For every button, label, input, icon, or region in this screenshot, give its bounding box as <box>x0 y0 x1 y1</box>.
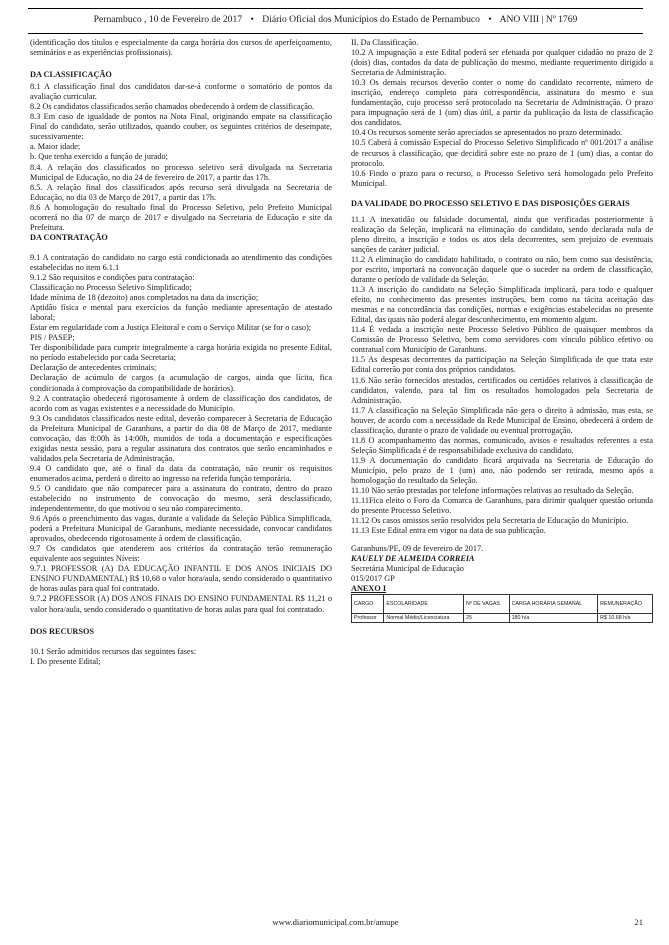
contratacao-paragraph: 9.4 O candidato que, até o final da data da contratação, não reunir os requisitos enumerados acima, perderá o direito ao ingresso na referida função temporária. <box>30 463 332 483</box>
validade-paragraph: 11.4 É vedada a inscrição neste Processo Seletivo Público de quaisquer membros da Comissão de Processo Seletivo, bem como servidores com vínculo público efetivo ou contratual com Município de Garanhuns. <box>351 325 653 355</box>
bullet-separator: • <box>488 14 492 25</box>
validade-paragraph: 11.6 Não serão fornecidos atestados, certificados ou certidões relativos à classificação de candidatos, valendo, para tal fim os resultados homologados pela Secretaria de Administração. <box>351 375 653 405</box>
table-cell: R$ 10,68 h/a <box>598 614 653 623</box>
validade-section <box>351 215 653 537</box>
validade-paragraph: 11.9 A documentação do candidato ficará arquivada na Secretaria de Educação do Município, pelo prazo de 1 (um) ano, não podendo ser retirada, mesmo após a homologação do resultado da Seleção. <box>351 455 653 485</box>
validade-paragraph: 11.10 Não serão prestadas por telefone informações relativas ao resultado da Seleção. <box>351 486 634 496</box>
classificacao-paragraph: 8.5. A relação final dos classificados após recurso será divulgada na Secretaria de Educação, no dia 03 de Março de 2017, a partir das 17h. <box>30 182 332 202</box>
table-header-row <box>352 595 653 614</box>
contratacao-paragraph: Declaração de antecedentes criminais; <box>30 363 157 373</box>
table-header-cell: REMUNERAÇÃO <box>598 595 653 614</box>
recursos-paragraph: 10.1 Serão admitidos recursos das seguintes fases: <box>30 646 197 656</box>
signatory-name: KAUELY DE ALMEIDA CORREIA <box>351 554 475 564</box>
section-title-recursos: DOS RECURSOS <box>30 626 94 636</box>
validade-paragraph: 11.12 Os casos omissos serão resolvidos pela Secretaria de Educação do Município. <box>351 516 629 526</box>
bullet-separator: • <box>250 14 254 25</box>
anexo-title: ANEXO I <box>351 584 387 594</box>
validade-paragraph: 11.8 O acompanhamento das normas, comunicado, avisos e resultados referentes a esta Seleção Simplificada é de responsabilidade exclusiva do candidato. <box>351 435 653 455</box>
recursos-paragraph: 10.2 A impugnação a este Edital poderá ser efetuada por qualquer cidadão no prazo de 2 (dois) dias, contados da data de publicação do mesmo, mediante requerimento dirigido a Secretaria de Administração. <box>351 48 653 78</box>
contratacao-paragraph: PIS / PASEP; <box>30 333 75 343</box>
validade-paragraph: 11.3 A inscrição do candidato na Seleção Simplificada implicará, para todo e qualquer efeito, no conhecimento das presentes instruções, bem como na tácita aceitação das mesmas e na concordância das condições, normas e exigências estabelecidas no presente Edital, das quais não poderá alegar desconhecimento, em momento algum. <box>351 285 653 325</box>
contratacao-paragraph: 9.5 O candidato que não comparecer para a assinatura do contrato, dentro do prazo estabelecido no instrumento de convocação do mesmo, será desclassificado, independentemente, do que motivou o seu não comparecimento. <box>30 483 332 514</box>
contratacao-paragraph: 9.1.2 São requisitos e condições para contratação: <box>30 272 195 282</box>
table-header-cell: Nº DE VAGAS <box>464 595 510 614</box>
classificacao-paragraph: 8.4. A relação dos classificados no processo seletivo será divulgada na Secretaria Municipal de Educação, no dia 24 de fevereiro de 2017, a partir das 17h. <box>30 162 332 182</box>
validade-paragraph: 11.2 A eliminação do candidato habilitado, o contrato ou não, bem como sua desistência, por escrito, importará na convocação daquele que o suceder na ordem de classificação, durante o período de validade da Seleção. <box>351 254 653 285</box>
classificacao-paragraph: 8.6 A homologação do resultado final do Processo Seletivo, pelo Prefeito Municipal ocorrerá no dia 07 de março de 2017 e divulgado na Secretaria de Educação e site da Prefeitura. <box>30 202 332 232</box>
anexo-table <box>351 594 653 623</box>
table-header-cell: CARGO <box>352 595 384 614</box>
table-row <box>352 614 653 623</box>
table-cell: Normal Médio/Licenciatura <box>384 614 464 623</box>
recursos-paragraph: 10.3 Os demais recursos deverão conter o nome do candidato recorrente, número de inscrição, endereço completo para correspondência, assinatura do mesmo e sua fundamentação, cujo processo será protocolado na Secretaria de Administração. O prazo para impugnação será de 1 (um) dias útil, a partir da publicação da lista de classificação dos candidatos. <box>351 78 653 128</box>
classificacao-section <box>30 82 332 233</box>
recursos-paragraph: 10.6 Findo o prazo para o recurso, o Processo Seletivo será homologado pelo Prefeito Municipal. <box>351 168 653 188</box>
classificacao-paragraph: a. Maior idade; <box>30 142 81 152</box>
page-number: 21 <box>634 917 643 927</box>
contratacao-paragraph: Aptidão física e mental para exercícios da função mediante apresentação de atestado laboral; <box>30 303 332 323</box>
classificacao-paragraph: 8.1 A classificação final dos candidatos dar-se-á conforme o somatório de pontos da avaliação curricular. <box>30 82 332 102</box>
classificacao-paragraph: 8.2 Os candidatos classificados serão chamados obedecendo à ordem de classificação. <box>30 102 315 112</box>
validade-paragraph: 11.5 As despesas decorrentes da participação na Seleção Simplificada de que trata este Edital correrão por conta dos próprios candidatos. <box>351 355 653 375</box>
recursos-section <box>30 647 332 667</box>
validade-paragraph: 11.1 A inexatidão ou falsidade documental, ainda que verificadas posteriormente à realização da Seleção, implicará na eliminação do candidato, sendo declarada nula de pleno direito, a inscrição e todos os atos dela decorrentes, sem prejuízo de eventuais sanções de caráter judicial. <box>351 214 653 254</box>
contratacao-paragraph: 9.7.2 PROFESSOR (A) DOS ANOS FINAIS DO ENSINO FUNDAMENTAL R$ 11,21 o valor hora/aula, sendo considerado o quantitativo de horas aulas para qual foi contratado. <box>30 594 332 614</box>
right-column <box>351 38 653 623</box>
intro-paragraph: (identificação dos títulos e especialmente da carga horária dos cursos de aperfeiçoamento, seminários e as experiências profissionais). <box>30 38 332 58</box>
validade-paragraph: 11.13 Este Edital entra em vigor na data de sua publicação. <box>351 526 546 536</box>
contratacao-paragraph: 9.7 Os candidatos que atenderem aos critérios da contratação terão remuneração equivalente aos seguintes Níveis: <box>30 544 332 564</box>
signatory-reference: 015/2017 GP <box>351 574 395 584</box>
recursos-continued-section <box>351 38 653 189</box>
contratacao-section <box>30 253 332 615</box>
header-place-date: Pernambuco , 10 de Fevereiro de 2017 <box>93 14 243 25</box>
header-journal-title: Diário Oficial dos Municípios do Estado de Pernambuco <box>262 14 480 25</box>
page-header <box>28 8 643 34</box>
contratacao-paragraph: Idade mínima de 18 (dezoito) anos completados na data da inscrição; <box>30 293 259 303</box>
validade-paragraph: 11.7 A classificação na Seleção Simplificada não gera o direito à admissão, mas esta, se houver, de acordo com a necessidade da Rede Municipal de Ensino, obedecerá à ordem de classificação, durante o prazo de validade ou eventual prorrogação. <box>351 405 653 435</box>
contratacao-paragraph: Ter disponibilidade para cumprir integralmente a carga horária exigida no presente Edital, no período estabelecido por cada Secretaria; <box>30 343 332 363</box>
table-cell: 180 h/a <box>509 614 598 623</box>
section-title-contratacao: DA CONTRATAÇÃO <box>30 232 108 242</box>
date-line: Garanhuns/PE, 09 de fevereiro de 2017. <box>351 544 484 554</box>
contratacao-paragraph: Estar em regularidade com a Justiça Eleitoral e com o Serviço Militar (se for o caso); <box>30 323 312 333</box>
contratacao-paragraph: 9.1 A contratação do candidato no cargo está condicionada ao atendimento das condições estabelecidas no item 6.1.1 <box>30 252 332 272</box>
recursos-paragraph: 10.4 Os recursos somente serão apreciados se apresentados no prazo determinado. <box>351 128 623 138</box>
contratacao-paragraph: Declaração de acúmulo de cargos (a acumulação de cargos, ainda que lícita, fica condicionada à comprovação da compatibilidade de horários). <box>30 373 332 393</box>
contratacao-paragraph: 9.6 Após o preenchimento das vagas, durante a validade da Seleção Pública Simplificada, poderá a Prefeitura Municipal de Garanhuns, mediante necessidade, convocar candidatos aprovados, obedecendo rigorosamente à ordem de classificação. <box>30 514 332 544</box>
signatory-role: Secretária Municipal de Educação <box>351 564 464 574</box>
validade-paragraph: 11.11Fica eleito o Foro da Comarca de Garanhuns, para dirimir qualquer questão oriunda do presente Processo Seletivo. <box>351 496 653 516</box>
contratacao-paragraph: Classificação no Processo Seletivo Simplificado; <box>30 283 192 293</box>
table-cell: Professor <box>352 614 384 623</box>
header-edition: ANO VIII | Nº 1769 <box>499 14 578 25</box>
section-title-validade: DA VALIDADE DO PROCESSO SELETIVO E DAS DISPOSIÇÕES GERAIS <box>351 198 630 208</box>
classificacao-paragraph: b. Que tenha exercido a função de jurado; <box>30 152 168 162</box>
section-title-classificacao: DA CLASSIFICAÇÃO <box>30 70 112 80</box>
contratacao-paragraph: 9.2 A contratação obedecerá rigorosamente à ordem de classificação dos candidatos, de acordo com as vagas existentes e a necessidade do Município. <box>30 393 332 413</box>
recursos-paragraph: II. Da Classificação. <box>351 38 419 47</box>
recursos-paragraph: 10.5 Caberá à comissão Especial do Processo Seletivo Simplificado nº 001/2017 a análise de recursos à classificação, que decidirá sobre este no prazo de 1 (um) dias, a contar do protocolo. <box>351 138 653 168</box>
footer-url[interactable]: www.diariomunicipal.com.br/amupe <box>272 917 399 927</box>
contratacao-paragraph: 9.3 Os candidatos classificados neste edital, deverão comparecer à Secretaria de Educação da Prefeitura Municipal de Garanhuns, a partir do dia 08 de Março de 2017, mediante convocação, das 8:00h às 14:00h, munidos de toda a documentação e especificações exigidas nesta sessão, para a regular assinatura dos contratos que serão encaminhados e validados pela Secretaria de Administração. <box>30 413 332 463</box>
classificacao-paragraph: 8.3 Em caso de igualdade de pontos na Nota Final, originando empate na classificação Final do candidato, serão utilizados, quando couber, os seguintes critérios de desempate, sucessivamente: <box>30 112 332 142</box>
table-header-cell: ESCOLARIDADE <box>384 595 464 614</box>
contratacao-paragraph: 9.7.1 PROFESSOR (A) DA EDUCAÇÃO INFANTIL E DOS ANOS INICIAIS DO ENSINO FUNDAMENTAL) R$ 10,68 o valor hora/aula, sendo considerado o quantitativo de horas aulas para qual foi contratado. <box>30 564 332 594</box>
recursos-paragraph: I. Do presente Edital; <box>30 656 101 666</box>
table-header-cell: CARGA HORÁRIA SEMANAL <box>509 595 598 614</box>
left-column <box>30 38 332 667</box>
table-cell: 25 <box>464 614 510 623</box>
